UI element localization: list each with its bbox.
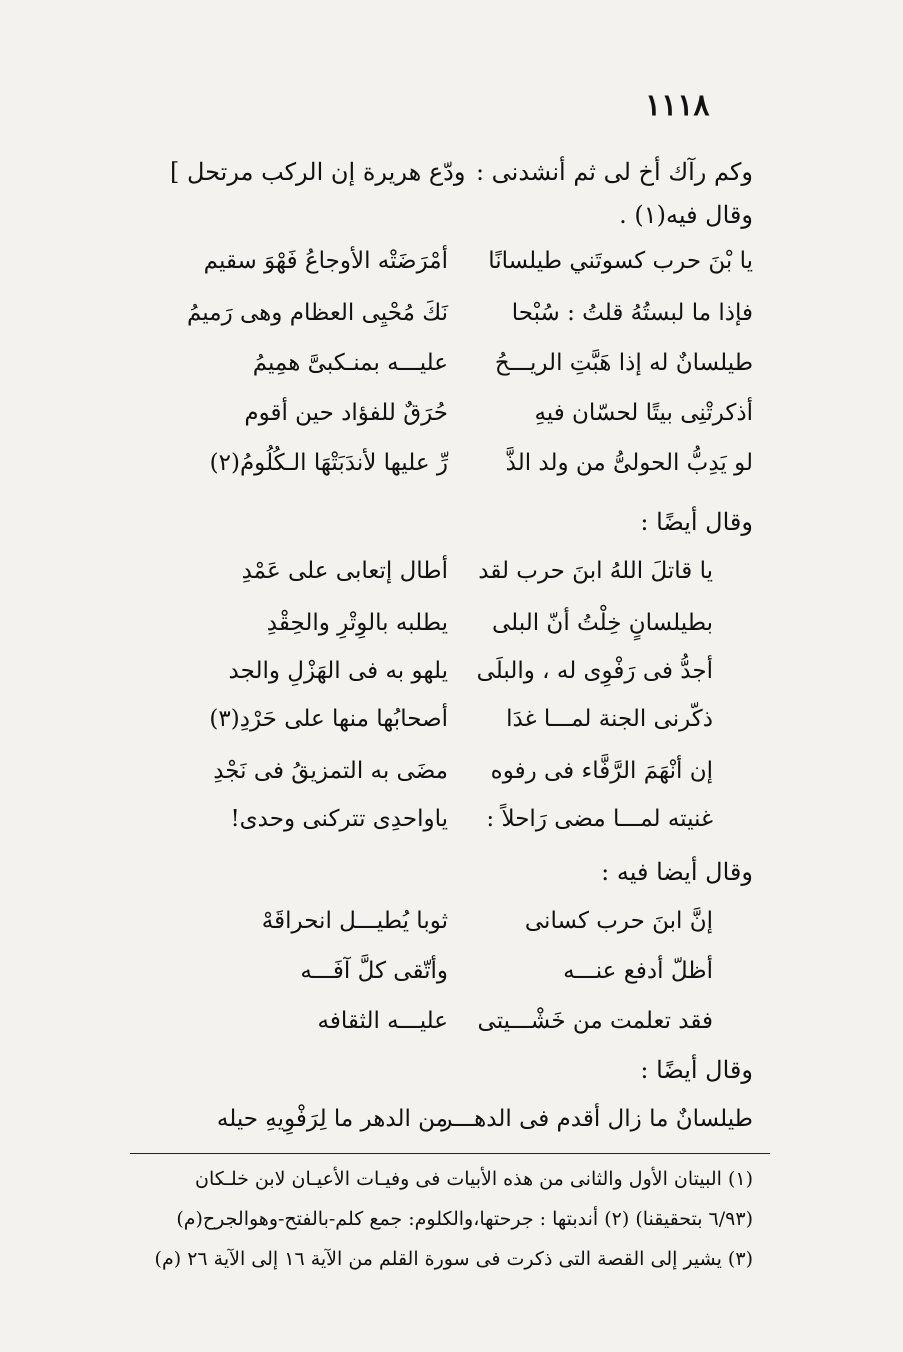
verse-hemistich: طيلسانٌ ما زال أقدم فى الدهـــر	[441, 1106, 753, 1132]
verse-hemistich: مضَى به التمزيقُ فى نَجْدِ	[213, 758, 448, 784]
verse-hemistich: نَكَ مُحْيِى العظام وهى رَميمُ	[187, 300, 448, 326]
verse-hemistich: أذكرتْنِى بيتًا لحسّان فيهِ	[534, 400, 753, 426]
page-number: ١١١٨	[645, 88, 710, 123]
footnote-divider	[130, 1153, 770, 1154]
verse-line	[267, 612, 713, 635]
verse-hemistich: طيلسانٌ له إذا هَبَّتِ الريـــحُ	[494, 350, 753, 376]
text-segment: وكم رآك أخ لى ثم أنشدنى :	[475, 158, 753, 186]
verse-hemistich: لو يَدِبُّ الحولىُّ من ولد الذَّ	[505, 450, 753, 476]
intro-line: وقال أيضًا :	[640, 1056, 753, 1084]
verse-line	[210, 452, 753, 475]
verse-line	[262, 910, 713, 933]
intro-line: وقال أيضا فيه :	[601, 858, 753, 886]
verse-line	[187, 302, 753, 325]
verse-line	[230, 808, 713, 831]
verse-hemistich: ثوبا يُطيـــل انحراقَهْ	[261, 908, 448, 934]
verse-hemistich: عليـــه الثقافه	[317, 1008, 448, 1034]
verse-hemistich: بطيلسانٍ خِلْتُ أنّ البلى	[492, 610, 713, 636]
verse-line	[204, 250, 753, 273]
verse-hemistich: فقد تعلمت من خَشْـــيتى	[477, 1008, 713, 1034]
verse-hemistich: حُرَقٌ للفؤاد حين أقوم	[244, 400, 448, 426]
verse-hemistich: أظلّ أدفع عنـــه	[563, 958, 713, 984]
footnote: (١) البيتان الأول والثانى من هذه الأبيات فى وفيـات الأعيـان لابن خلـكان	[195, 1168, 753, 1190]
verse-hemistich: من الدهر ما لِرَفْوِيهِ حيله	[216, 1106, 448, 1132]
intro-line: وقال فيه(١) .	[619, 201, 753, 229]
verse-line	[244, 402, 753, 425]
verse-hemistich: أمْرَضَتْه الأوجاعُ فَهْوَ سقيم	[203, 248, 448, 274]
verse-hemistich: فإذا ما لبستُهُ قلتُ : سُبْحا	[511, 300, 753, 326]
verse-hemistich: وأتّقى كلَّ آفَـــه	[300, 958, 448, 984]
text-segment: ودّع هريرة إن الركب مرتحل ]	[170, 158, 466, 186]
verse-hemistich: ذكّرنى الجنة لمـــا غدَا	[506, 706, 713, 732]
verse-hemistich: يطلبه بالوِتْرِ والحِقْدِ	[266, 610, 448, 636]
verse-line	[217, 1108, 753, 1131]
verse-line	[209, 708, 713, 731]
verse-hemistich: أجدُّ فى رَفْوِى له ، والبلَى	[476, 658, 713, 684]
verse-hemistich: رِّ عليها لأندَبَتْهَا الـكُلُومُ(٢)	[209, 450, 448, 476]
verse-line	[229, 660, 713, 683]
verse-hemistich: إن أنْهَمَ الرَّفَّاء فى رفوه	[490, 758, 713, 784]
verse-hemistich: يا بْنَ حرب كسوتَني طيلسانًا	[488, 248, 753, 274]
text-line	[170, 160, 753, 184]
verse-line	[253, 352, 753, 375]
verse-hemistich: أصحابُها منها على حَرْدِ(٣)	[209, 706, 448, 732]
verse-hemistich: يا قاتلَ اللهُ ابنَ حرب لقد	[478, 558, 713, 584]
verse-line	[318, 1010, 713, 1033]
verse-hemistich: إنَّ ابنَ حرب كسانى	[524, 908, 713, 934]
verse-line	[300, 960, 713, 983]
footnote: (٣) يشير إلى القصة التى ذكرت فى سورة القلم من الآية ١٦ إلى الآية ٢٦ (م)	[154, 1248, 753, 1270]
verse-hemistich: ياواحدِى تتركنى وحدى!	[230, 806, 448, 832]
verse-line	[213, 760, 713, 783]
verse-hemistich: عليـــه بمنـكبىَّ همِيمُ	[252, 350, 448, 376]
verse-line	[242, 560, 713, 583]
verse-hemistich: أطال إتعابى على عَمْدِ	[241, 558, 448, 584]
verse-hemistich: يلهو به فى الهَزْلِ والجد	[228, 658, 448, 684]
footnote: (٦/٩٣ بتحقيقنا) (٢) أندبتها : جرحتها،والكلوم: جمع كلم-بالفتح-وهوالجرح(م)	[176, 1208, 753, 1230]
verse-hemistich: غنيته لمـــا مضى رَاحلاً :	[486, 806, 713, 832]
intro-line: وقال أيضًا :	[640, 508, 753, 536]
